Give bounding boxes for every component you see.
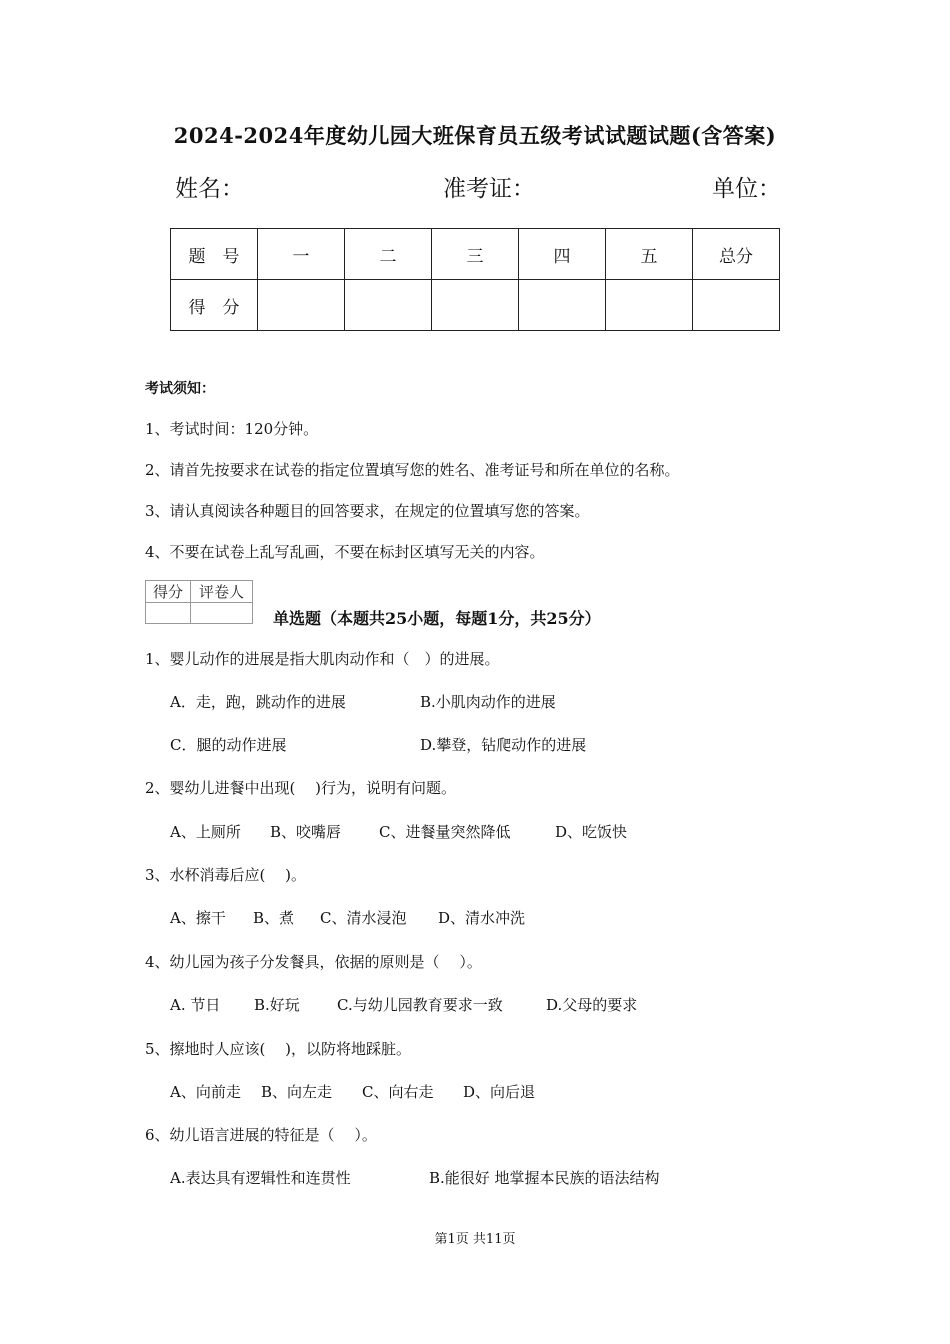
question-option: C．腿的动作进展: [170, 736, 287, 754]
score-cell[interactable]: [693, 280, 780, 331]
score-table-header-row: [171, 229, 780, 280]
score-table-header-cell: 四: [519, 229, 606, 280]
question-stem: 5、擦地时人应该( )，以防将地踩脏。: [145, 1040, 412, 1058]
exam-number-label: 准考证：: [443, 176, 535, 202]
question-option: B.小肌肉动作的进展: [420, 693, 556, 711]
question-option: B.好玩: [254, 996, 300, 1014]
notice-item: 4、不要在试卷上乱写乱画，不要在标封区填写无关的内容。: [145, 543, 545, 561]
page-footer: 第1页 共11页: [434, 1232, 516, 1247]
question-option: A.表达具有逻辑性和连贯性: [170, 1169, 351, 1187]
score-table-header-cell: 题 号: [171, 229, 258, 280]
question-option: B、向左走: [261, 1083, 333, 1101]
question-option: D.父母的要求: [546, 996, 638, 1014]
score-row-label: 得 分: [171, 280, 258, 331]
score-cell[interactable]: [258, 280, 345, 331]
score-table-header-cell: 二: [345, 229, 432, 280]
question-option: B.能很好 地掌握本民族的语法结构: [429, 1169, 660, 1187]
section-heading: 单选题（本题共25小题，每题1分，共25分）: [273, 609, 601, 628]
notice-item: 3、请认真阅读各种题目的回答要求，在规定的位置填写您的答案。: [145, 502, 590, 520]
grader-label: 评卷人: [191, 581, 253, 603]
question-option: B、煮: [253, 909, 295, 927]
score-cell[interactable]: [345, 280, 432, 331]
score-cell[interactable]: [432, 280, 519, 331]
question-option: A、上厕所: [170, 823, 241, 841]
question-option: A、擦干: [170, 909, 226, 927]
score-cell[interactable]: [606, 280, 693, 331]
question-option: B、咬嘴唇: [270, 823, 342, 841]
grader-table: [145, 580, 253, 624]
question-option: C、向右走: [362, 1083, 434, 1101]
question-option: D、吃饭快: [555, 823, 628, 841]
question-option: D、清水冲洗: [438, 909, 526, 927]
unit-label: 单位：: [712, 176, 781, 202]
question-stem: 6、幼儿语言进展的特征是（ ）。: [145, 1126, 377, 1144]
question-stem: 1、婴儿动作的进展是指大肌肉动作和（ ）的进展。: [145, 650, 500, 668]
question-option: C、清水浸泡: [320, 909, 407, 927]
page-title: 2024-2024年度幼儿园大班保育员五级考试试题试题(含答案): [173, 123, 777, 148]
grader-name-cell[interactable]: [191, 603, 253, 624]
question-option: A. 节日: [170, 996, 221, 1014]
notice-item: 2、请首先按要求在试卷的指定位置填写您的姓名、准考证号和所在单位的名称。: [145, 461, 680, 479]
score-table-header-cell: 五: [606, 229, 693, 280]
question-option: C、进餐量突然降低: [379, 823, 511, 841]
question-stem: 4、幼儿园为孩子分发餐具，依据的原则是（ ）。: [145, 953, 482, 971]
question-stem: 3、水杯消毒后应( )。: [145, 866, 307, 884]
score-table-header-cell: 三: [432, 229, 519, 280]
score-table-header-cell: 总分: [693, 229, 780, 280]
question-option: D、向后退: [463, 1083, 536, 1101]
question-option: D.攀登，钻爬动作的进展: [420, 736, 587, 754]
name-label: 姓名：: [175, 176, 244, 202]
notice-heading: 考试须知：: [145, 381, 215, 397]
question-stem: 2、婴幼儿进餐中出现( )行为，说明有问题。: [145, 779, 457, 797]
score-table: [170, 228, 780, 331]
score-table-header-cell: 一: [258, 229, 345, 280]
question-option: C.与幼儿园教育要求一致: [337, 996, 503, 1014]
grader-score-label: 得分: [146, 581, 191, 603]
score-cell[interactable]: [519, 280, 606, 331]
candidate-info-row: [175, 170, 780, 202]
question-option: A、向前走: [170, 1083, 241, 1101]
score-table-score-row: [171, 280, 780, 331]
notice-item: 1、考试时间：120分钟。: [145, 420, 319, 438]
question-option: A．走，跑，跳动作的进展: [170, 693, 346, 711]
grader-score-cell[interactable]: [146, 603, 191, 624]
